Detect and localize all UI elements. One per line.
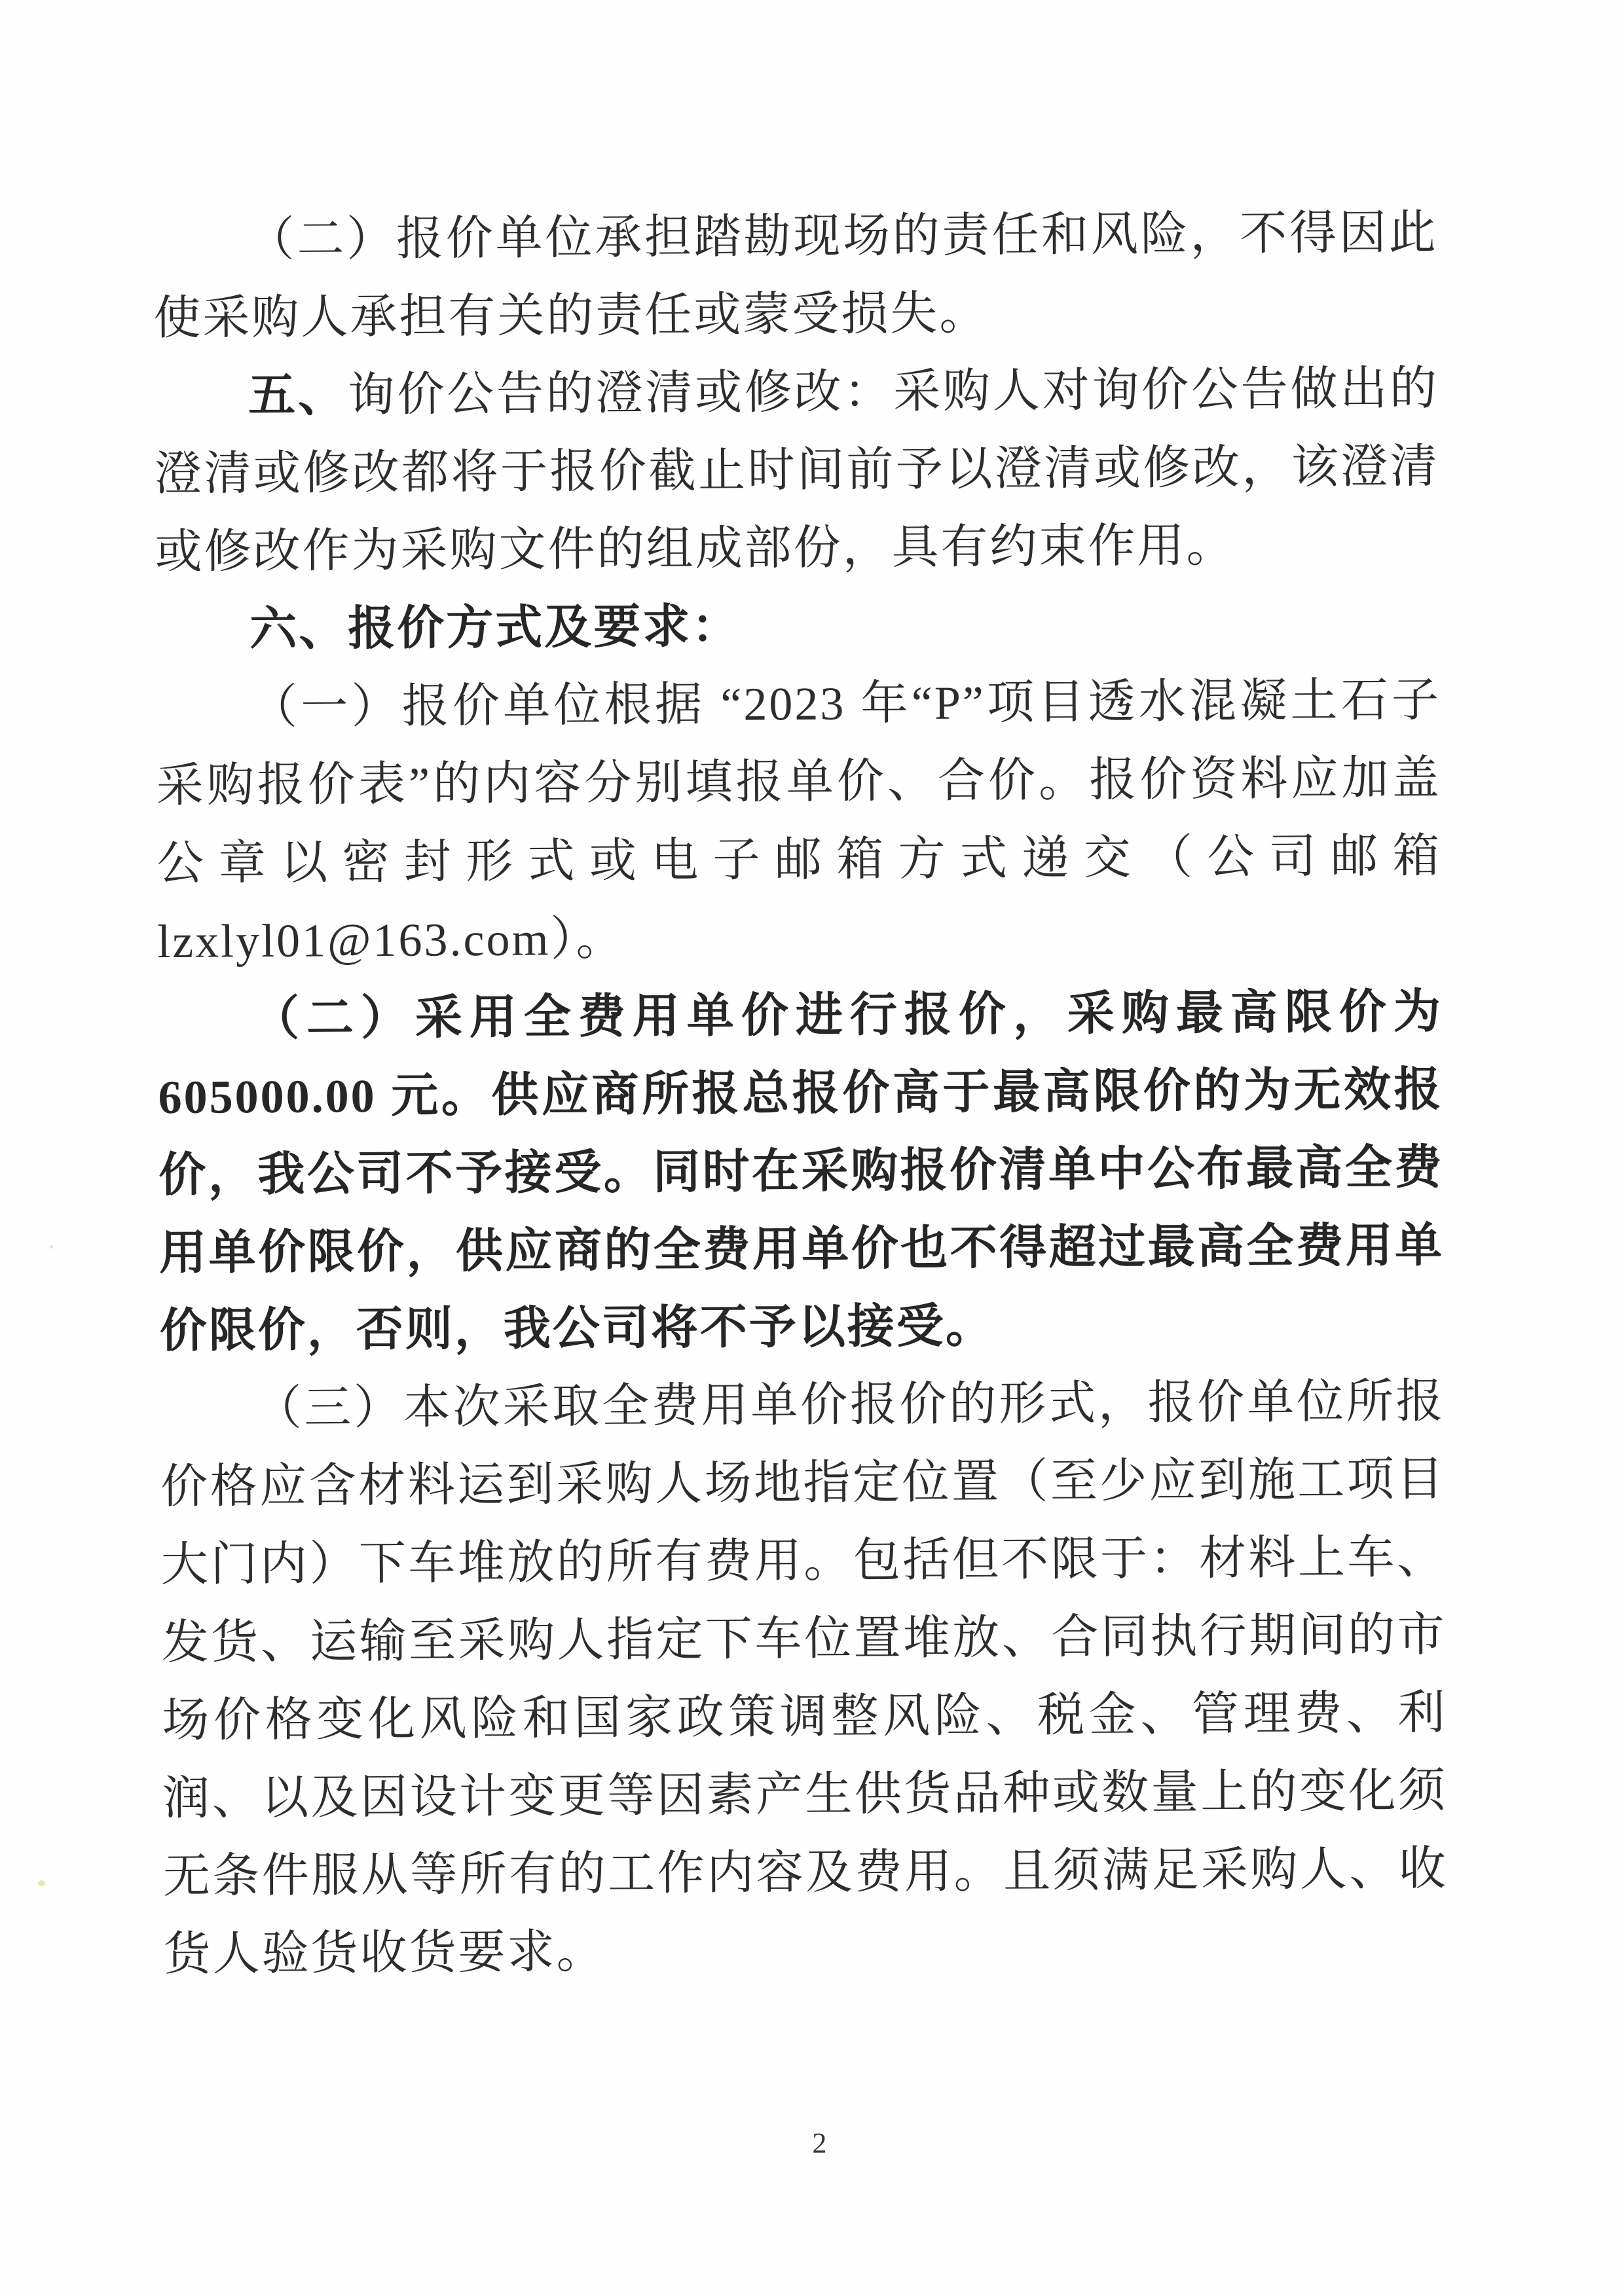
- paragraph-lead-bold: 五、: [248, 369, 348, 422]
- scan-speck: [50, 1245, 53, 1248]
- paragraph: [158, 973, 1445, 1370]
- scan-speck: [38, 1880, 45, 1886]
- paragraph-heading: [155, 583, 1441, 669]
- paragraph-text: 询价公告的澄清或修改：采购人对询价公告做出的澄清或修改都将于报价截止时间前予以澄清或修改，该澄清或修改作为采购文件的组成部份，具有约束作用。: [154, 362, 1440, 579]
- paragraph: [156, 661, 1443, 981]
- paragraph: [153, 194, 1438, 357]
- section-heading-text: 六、报价方式及要求：: [249, 600, 741, 656]
- paragraph-text: （二）报价单位承担踏勘现场的责任和风险，不得因此使采购人承担有关的责任或蒙受损失。: [153, 206, 1438, 345]
- document-content: [153, 194, 1449, 1994]
- page-number: 2: [812, 2126, 827, 2160]
- paragraph: [160, 1362, 1449, 1994]
- page-footer: [7, 2124, 1624, 2162]
- paragraph-text: （三）本次采取全费用单价报价的形式，报价单位所报价格应含材料运到采购人场地指定位置（至少应到施工项目大门内）下车堆放的所有费用。包括但不限于：材料上车、发货、运输至采购人指定下车位置堆放、合同执行期间的市场价格变化风险和国家政策调整风险、税金、管理费、利润、以及因设计变更等因素产生供货品种或数量上的变化须无条件服从等所有的工作内容及费用。且须满足采购人、收货人验货收货要求。: [160, 1375, 1449, 1981]
- scan-speck: [278, 623, 282, 627]
- paragraph-text: （一）报价单位根据 “2023 年“P”项目透水混凝土石子采购报价表”的内容分别填报单价、合价。报价资料应加盖公章以密封形式或电子邮箱方式递交（公司邮箱lzxlyl01@163.com）。: [156, 674, 1442, 968]
- paragraph-text-bold: （二）采用全费用单价进行报价，采购最高限价为605000.00 元。供应商所报总报价高于最高限价的为无效报价，我公司不予接受。同时在采购报价清单中公布最高全费用单价限价，供应商的全费用单价也不得超过最高全费用单价限价，否则，我公司将不予以接受。: [158, 985, 1445, 1358]
- paragraph: [154, 350, 1440, 591]
